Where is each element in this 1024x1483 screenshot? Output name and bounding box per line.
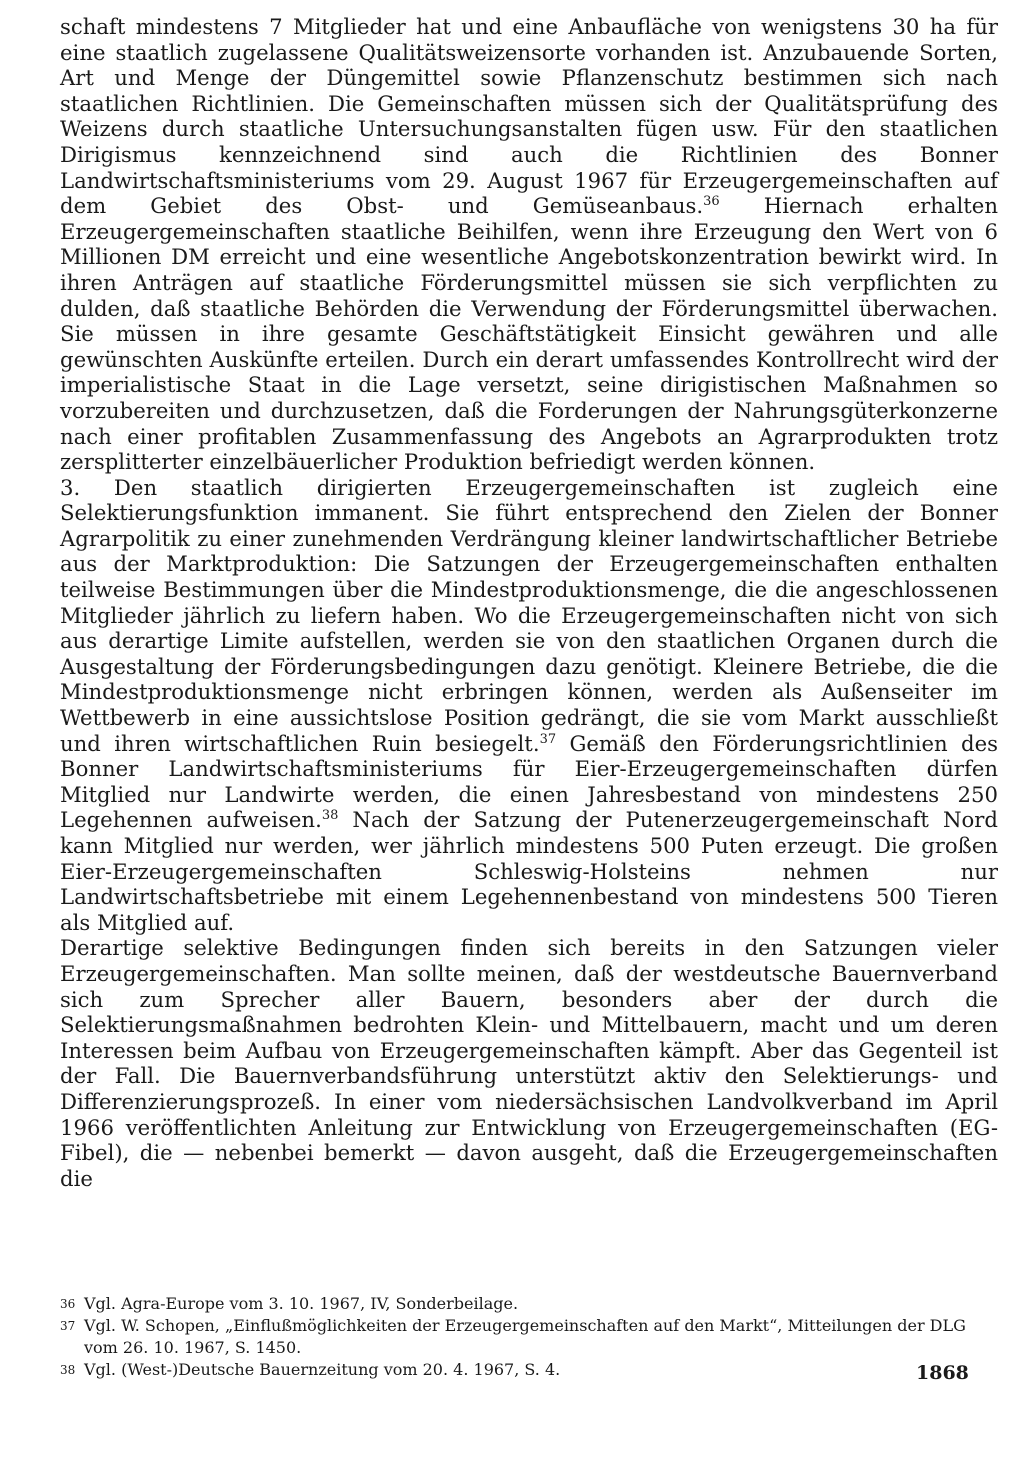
page-number: 1868 [916,1362,969,1384]
paragraph-1: schaft mindestens 7 Mitglieder hat und eine Anbaufläche von wenigstens 30 ha für eine staatlich zugelassene Qualitätsweizensorte vorhanden ist. Anzubauende Sorten, Art und Menge der Düngemittel sowie Pflanzenschutz bestimmen sich nach staatlichen Richtlinien. Die Gemeinschaften müssen sich der Qualitätsprüfung des Weizens durch staatliche Untersuchungsanstalten fügen usw. Für den staatlichen Dirigismus kennzeichnend sind auch die Richtlinien des Bonner Landwirtschaftsministeriums vom 29. August 1967 für Erzeugergemeinschaften auf dem Gebiet des Obst- und Gemüseanbaus.$^{36}$ Hiernach erhalten Erzeugergemeinschaften staatliche Beihilfen, wenn ihre Erzeugung den Wert von 6 Millionen DM erreicht und eine wesentliche Angebotskonzentration bewirkt wird. In ihren Anträgen auf staatliche Förderungsmittel müssen sie sich verpflichten zu dulden, daß staatliche Behörden die Verwendung der Förderungsmittel überwachen. Sie müssen in ihre gesamte Geschäftstätigkeit Einsicht gewähren und alle gewünschten Auskünfte erteilen. Durch ein derart umfassendes Kontrollrecht wird der imperialistische Staat in die Lage versetzt, seine dirigistischen Maßnahmen so vorzubereiten und durchzusetzen, daß die Forderungen der Nahrungsgüterkonzerne nach einer profitablen Zusammenfassung des Angebots an Agrarprodukten trotz zersplitterter einzelbäuerlicher Produktion befriedigt werden können. [60,14,998,475]
page-body [60,14,998,1191]
paragraph-2: 3. Den staatlich dirigierten Erzeugergemeinschaften ist zugleich eine Selektierungsfunktion immanent. Sie führt entsprechend den Zielen der Bonner Agrarpolitik zu einer zunehmenden Verdrängung kleiner landwirtschaftlicher Betriebe aus der Marktproduktion: Die Satzungen der Erzeugergemeinschaften enthalten teilweise Bestimmungen über die Mindestproduktionsmenge, die die angeschlossenen Mitglieder jährlich zu liefern haben. Wo die Erzeugergemeinschaften nicht von sich aus derartige Limite aufstellen, werden sie von den staatlichen Organen durch die Ausgestaltung der Förderungsbedingungen dazu genötigt. Kleinere Betriebe, die die Mindestproduktionsmenge nicht erbringen können, werden als Außenseiter im Wettbewerb in eine aussichtslose Position gedrängt, die sie vom Markt ausschließt und ihren wirtschaftlichen Ruin besiegelt.$^{37}$ Gemäß den Förderungsrichtlinien des Bonner Landwirtschaftsministeriums für Eier-Erzeugergemeinschaften dürfen Mitglied nur Landwirte werden, die einen Jahresbestand von mindestens 250 Legehennen aufweisen.$^{38}$ Nach der Satzung der Putenerzeugergemeinschaft Nord kann Mitglied nur werden, wer jährlich mindestens 500 Puten erzeugt. Die großen Eier-Erzeugergemeinschaften Schleswig-Holsteins nehmen nur Landwirtschaftsbetriebe mit einem Legehennenbestand von mindestens 500 Tieren als Mitglied auf. [60,474,998,935]
footnote-ref-37: 37 [539,731,557,747]
paragraph-3: Derartige selektive Bedingungen finden sich bereits in den Satzungen vieler Erzeugergemeinschaften. Man sollte meinen, daß der westdeutsche Bauernverband sich zum Sprecher aller Bauern, besonders aber der durch die Selektierungsmaßnahmen bedrohten Klein- und Mittelbauern, macht und um deren Interessen beim Aufbau von Erzeugergemeinschaften kämpft. Aber das Gegenteil ist der Fall. Die Bauernverbandsführung unterstützt aktiv den Selektierungs- und Differenzierungsprozeß. In einer vom niedersächsischen Landvolkverband im April 1966 veröffentlichten Anleitung zur Entwicklung von Erzeugergemeinschaften (EG-Fibel), die — nebenbei bemerkt — davon ausgeht, daß die Erzeugergemeinschaften die [60,935,998,1191]
footnote-ref-36: 36 [703,194,720,210]
footnote-37: 37 Vgl. W. Schopen, „Einflußmöglichkeiten der Erzeugergemeinschaften auf den Markt“, Mitteilungen der DLG vom 26. 10. 1967, S. 1450. [60,1316,966,1357]
footnote-36: 36 Vgl. Agra-Europe vom 3. 10. 1967, IV, Sonderbeilage. [60,1294,519,1313]
footnotes [60,1293,998,1381]
body-text [60,14,998,1191]
footnote-38: 38 Vgl. (West-)Deutsche Bauernzeitung vom 20. 4. 1967, S. 4. [60,1360,561,1379]
footnote-ref-38: 38 [321,808,339,824]
